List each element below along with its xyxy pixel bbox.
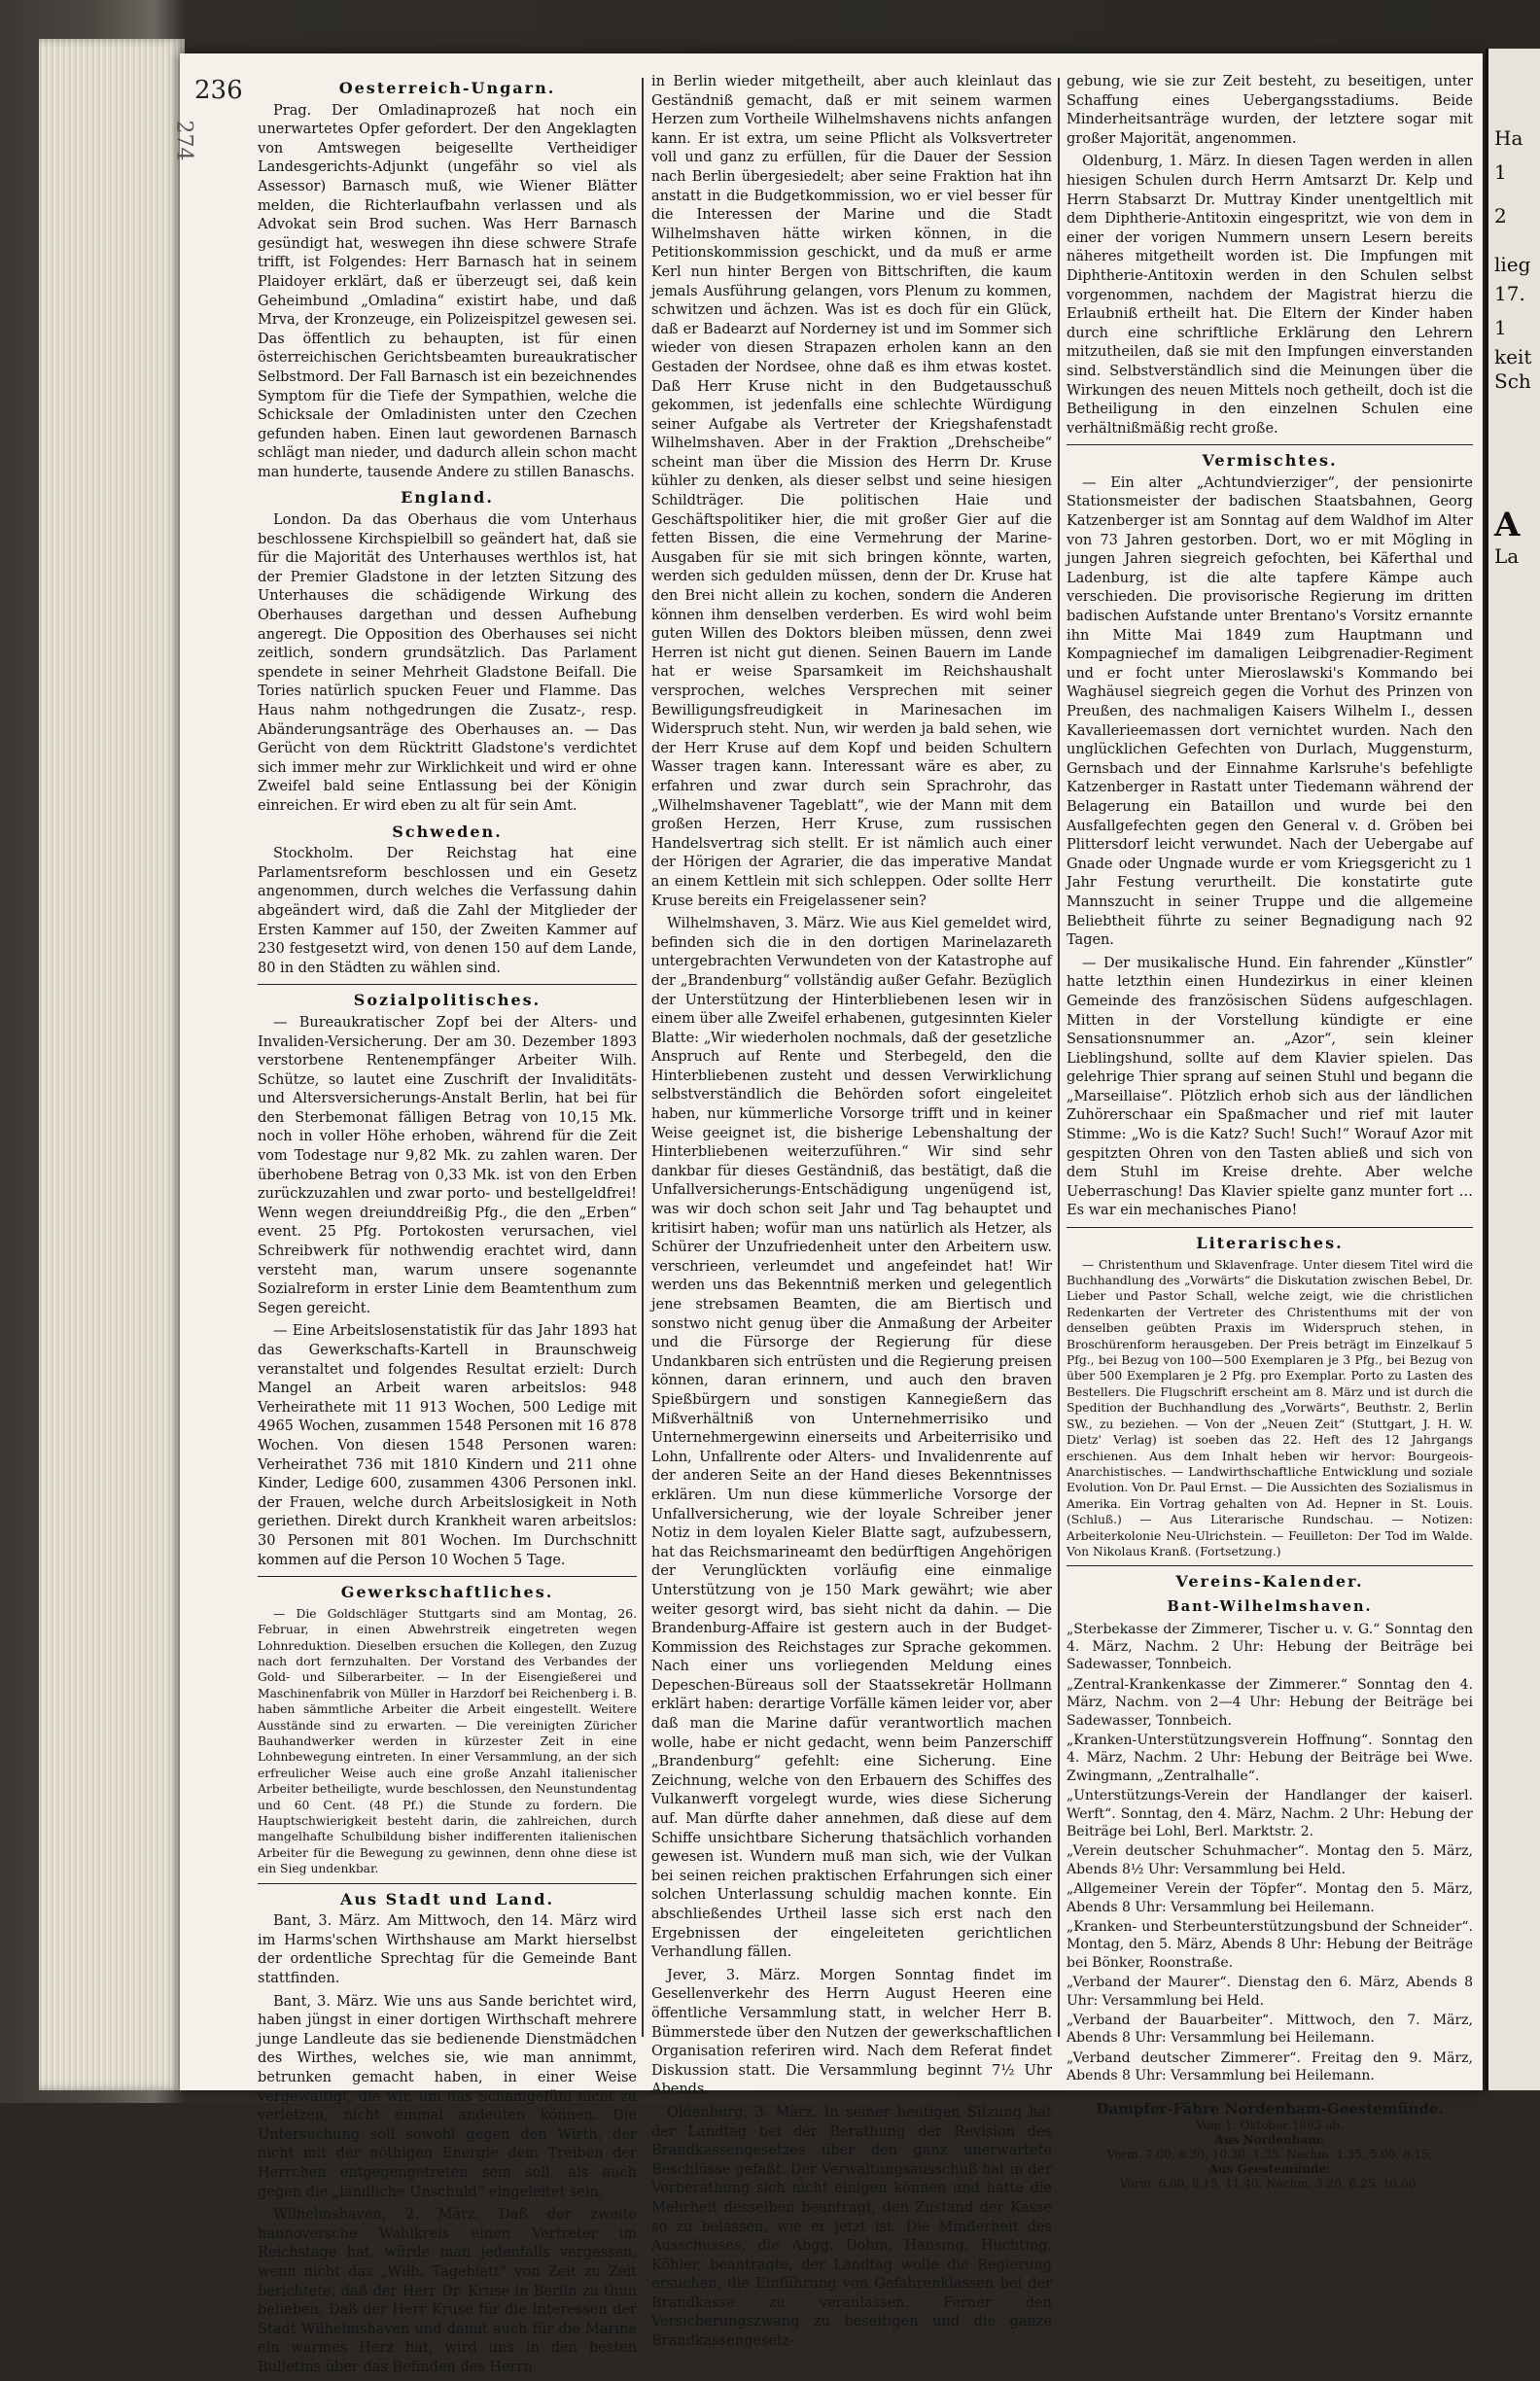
divider <box>258 1576 637 1577</box>
fragment-text: 17. <box>1494 282 1525 305</box>
article-bant-2: Bant, 3. März. Wie uns aus Sande berichtet wird, haben jüngst in einer dortigen Wirthschaft mehrere junge Landleute das sie bedienende Dienstmädchen des Wirthes, welches sie, wie man annimmt, betrunken gemacht haben, in einer Weise vergewaltigt, die wir, um das Schamgefühl nicht zu verletzen, nicht einmal andeuten können. Die Untersuchung soll sowohl gegen den Wirth, der nicht mit der nöthigen Energie dem Treiben der Herrchen entgegengetreten sein soll, als auch gegen die „ländliche Unschuld“ eingeleitet sein. <box>258 1993 637 2200</box>
article-jever: Jever, 3. März. Morgen Sonntag findet im Gesellenverkehr des Herrn August Heeren eine öffentliche Versammlung statt, in welcher Herr B. Bümmerstede über den Nutzen der gewerkschaftlichen Organisation referiren wird. Nach dem Referat findet Diskussion statt. Die Versammlung beginnt 7½ Uhr Abends. <box>651 1967 1052 2098</box>
fragment-text: Ha <box>1494 126 1523 150</box>
ferry-from-nordenham: Aus Nordenham: <box>1214 2133 1325 2148</box>
column-3 <box>1067 73 1473 2191</box>
fragment-text: Sch <box>1494 369 1531 393</box>
article-oldenburg-2: Oldenburg, 1. März. In diesen Tagen werden in allen hiesigen Schulen durch Herrn Amtsarzt Dr. Kelp und Herrn Stabsarzt Dr. Muttray Kinder unentgeltlich mit dem Diphtherie-Antitoxin eingespritzt, wie von dem in einer der vorigen Nummern unsern Lesern bereits näheres mitgetheilt worden ist. Die Impfungen mit Diphtherie-Antitoxin werden in den Schulen selbst vorgenommen, nachdem der Magistrat hierzu die Erlaubniß ertheilt hat. Die Eltern der Kinder haben durch eine schriftliche Erklärung den Lehrern mitzutheilen, daß sie mit den Impfungen einverstanden sind. Selbstverständlich sind die Meinungen über die Wirkungen des neuen Mittels noch getheilt, doch ist die Betheiligung in den einzelnen Schulen eine verhältnißmäßig recht große. <box>1067 154 1473 437</box>
heading-local: Aus Stadt und Land. <box>339 1889 555 1908</box>
ferry-since: Vom 1. Oktober 1893 ab. <box>1196 2118 1344 2133</box>
article-kruse-continued: in Berlin wieder mitgetheilt, aber auch kleinlaut das Geständniß gemacht, daß er mit seinem warmen Herzen zum Vortheile Wilhelmshavens nichts anfangen kann. Er ist extra, um seine Pflicht als Volksvertreter voll und ganz zu erfüllen, für die Dauer der Session nach Berlin übergesiedelt; aber seine Fraktion hat ihn anstatt in die Budgetkommission, wo er viel besser für die Interessen der Marine und die Stadt Wilhelmshaven hätte wirken können, in die Petitionskommission geschickt, und da muß er arme Kerl nun hinter Bergen von Bittschriften, die kaum jemals Ausführung gelangen, vors Plenum zu kommen, schwitzen und ächzen. Was ist es doch für ein Glück, daß er Badearzt auf Norderney ist und im Sommer sich wieder von diesen Strapazen erholen kann an den Gestaden der Nordsee, ohne daß es ihm etwas kostet. Daß Herr Kruse nicht in den Budgetausschuß gekommen, ist jedenfalls eine schlechte Würdigung seiner Aufgabe als Vertreter der Kriegshafenstadt Wilhelmshaven. Aber in der Fraktion „Drehscheibe“ scheint man über die Mission des Herrn Dr. Kruse kühler zu denken, als dieser selbst und seine hiesigen Schildträger. Die politischen Haie und Geschäftspolitiker hier, die mit großer Gier auf die fetten Bissen, die eine Vermehrung der Marine-Ausgaben für sie mit sich bringen könnte, warten, werden sich gedulden müssen, denn der Dr. Kruse hat den Brei nicht allein zu kochen, sondern die Anderen können ihm denselben verderben. Es wird wohl beim guten Willen des Doktors bleiben müssen, denn zwei Herren ist nicht gut dienen. Seinen Bauern im Lande hat er weise Sparsamkeit im Reichshaushalt versprochen, welches Versprechen mit seiner Bewilligungsfreudigkeit in Marinesachen im Widerspruch steht. Nun, wir werden ja bald sehen, wie der Herr Kruse auf dem Kopf und beiden Schultern Wasser tragen kann. Interessant wäre es aber, zu erfahren und zwar durch sein Sprachrohr, das „Wilhelmshavener Tageblatt“, wie der Mann mit dem großen Herzen, Herr Kruse, zum russischen Handelsvertrag sich stellt. Er ist nämlich auch einer der Hörigen der Agrarier, die das imperative Mandat an einem Kettlein mit sich schleppen. Oder sollte Herr Kruse bereits ein Freigelassener sein? <box>651 74 1052 909</box>
heading-misc: Vermischtes. <box>1202 451 1338 471</box>
article-london: London. Da das Oberhaus die vom Unterhaus beschlossene Kirchspielbill so geändert hat, daß sie für die Majorität des Unterhauses werthlos ist, hat der Premier Gladstone in der letzten Sitzung des Unterhauses die schädigende Wirkung des Oberhauses dargethan und dessen Aufhebung angeregt. Die Opposition des Oberhauses sei nicht zeitlich, sondern grundsätzlich. Das Parlament spendete in seiner Mehrheit Gladstone Beifall. Die Tories natürlich spucken Feuer und Flamme. Das Haus nahm nothgedrungen die Zusatz-, resp. Abänderungsanträge des Oberhauses an. — Das Gerücht von dem Rücktritt Gladstone's verdichtet sich immer mehr zur Wirklichkeit und wird er ohne Zweifel bald seine Entlassung bei der Königin einreichen. Er wird eben zu alt für sein Amt. <box>258 512 637 814</box>
heading-austria: Oesterreich-Ungarn. <box>338 79 556 97</box>
article-bureaucracy: — Bureaukratischer Zopf bei der Alters- und Invaliden-Versicherung. Der am 30. Dezember 1893 verstorbene Rentenempfänger Arbeiter Wilh. Schütze, so lautet eine Zuschrift der Invaliditäts- und Altersversicherungs-Anstalt Berlin, hat bei für den Sterbemonat fälligen Betrag von 10,15 Mk. noch in voller Höhe erhoben, während für die Zeit vom Todestage nur 9,82 Mk. zu zahlen waren. Der überhobene Betrag von 0,33 Mk. ist von den Erben zurückzuzahlen und zwar porto- und bestellgeldfrei! Wenn wegen dreiunddreißig Pfg., die den „Erben“ event. 25 Pfg. Portokosten verursachen, viel Schreibwerk für nothwendig erachtet wird, dann versteht man, warum unsere sogenannte Sozialreform in erster Linie dem Beamtenthum zum Segen gereicht. <box>258 1014 637 1316</box>
article-literature: — Christenthum und Sklavenfrage. Unter diesem Titel wird die Buchhandlung des „Vorwärts“ die Diskutation zwischen Bebel, Dr. Lieber und Pastor Schall, welche zeigt, wie die christlichen Redenkarten der Vertreter des Christenthums mit der von denselben geübten Praxis im Widerspruch stehen, in Broschürenform herausgeben. Der Preis beträgt im Einzelkauf 5 Pfg., bei Bezug von 100—500 Exemplaren je 3 Pfg., bei Bezug von über 500 Exemplaren je 2 Pfg. pro Exemplar. Porto zu Lasten des Bestellers. Die Flugschrift erscheint am 8. März und ist durch die Spedition der Buchhandlung des „Vorwärts“, Beuthstr. 2, Berlin SW., zu beziehen. — Von der „Neuen Zeit“ (Stuttgart, J. H. W. Dietz' Verlag) ist soeben das 22. Heft des 12 Jahrgangs erschienen. Aus dem Inhalt heben wir hervor: Bourgeois-Anarchistisches. — Landwirthschaftliche Entwicklung und soziale Evolution. Von Dr. Paul Ernst. — Die Aussichten des Sozialismus in Amerika. Ein Vortrag gehalten von Ad. Hepner in St. Louis. (Schluß.) — Aus Literarische Rundschau. — Notizen: Arbeiterkolonie Neu-Ulrichstein. — Feuilleton: Der Tod im Walde. Von Nikolaus Kranß. (Fortsetzung.) <box>1067 1257 1473 1558</box>
article-unemployment: — Eine Arbeitslosenstatistik für das Jahr 1893 hat das Gewerkschafts-Kartell in Braunschweig veranstaltet und folgendes Resultat erzielt: Durch Mangel an Arbeit waren arbeitslos: 948 Verheirathete mit 11 913 Wochen, 500 Ledige mit 4965 Wochen, zusammen 1548 Personen mit 16 878 Wochen. Von diesen 1548 Personen waren: Verheirathet 736 mit 1810 Kindern und 211 ohne Kinder, Ledige 600, zusammen 4306 Personen inkl. der Frauen, welche durch Arbeitslosigkeit in Noth geriethen. Direkt durch Krankheit waren arbeitslos: 30 Personen mit 801 Wochen. Im Durchschnitt kommen auf die Person 10 Wochen 5 Tage. <box>258 1323 637 1568</box>
page-number: 236 <box>194 76 243 105</box>
calendar-subheading: Bant-Wilhelmshaven. <box>1167 1597 1373 1615</box>
page-number-rotated: 274 <box>171 120 196 161</box>
article-union: — Die Goldschläger Stuttgarts sind am Montag, 26. Februar, in einen Abwehrstreik eingetreten wegen Lohnreduktion. Dieselben ersuchen die Kollegen, den Zuzug nach dort fernzuhalten. Der Vorstand des Verbandes der Gold- und Silberarbeiter. — In der Eisengießerei und Maschinenfabrik von Müller in Harzdorf bei Reichenberg i. B. haben sämmtliche Arbeiter die Arbeit eingestellt. Weitere Ausstände sind zu erwarten. — Die vereinigten Züricher Bauhandwerker werden in kürzester Zeit in eine Lohnbewegung eintreten. In einer Versammlung, an der sich erfreulicher Weise auch eine große Anzahl italienischer Arbeiter betheiligte, wurde beschlossen, den Neunstundentag und 60 Cent. (48 Pf.) die Stunde zu fordern. Die Hauptschwierigkeit besteht darin, die zahlreichen, durch mangelhafte Schulbildung bisher indifferenten italienischen Arbeiter für die Bewegung zu gewinnen, denn ohne diese ist ein Sieg undenkbar. <box>258 1606 637 1876</box>
fragment-text: 2 <box>1494 204 1507 228</box>
heading-calendar: Vereins-Kalender. <box>1175 1572 1364 1592</box>
article-bant-1: Bant, 3. März. Am Mittwoch, den 14. März wird im Harms'schen Wirthshause am Markt hierselbst der ordentliche Sprechtag für die Gemeinde Bant stattfinden. <box>258 1913 637 1986</box>
article-achtundvierziger: — Ein alter „Achtundvierziger“, der pensionirte Stationsmeister der badischen Staatsbahnen, Georg Katzenberger ist am Sonntag auf dem Waldhof im Alter von 73 Jahren gestorben. Dort, wo er mit Mögling in jungen Jahren siegreich gefochten, bei Käferthal und Ladenburg, ist die alte tapfere Kämpe auch verschieden. Die provisorische Regierung im dritten badischen Aufstande unter Brentano's Vorsitz ernannte ihn Mitte Mai 1849 zum Hauptmann und Kompagniechef im damaligen Leibgrenadier-Regiment und er focht unter Mieroslawski's Kommando bei Waghäusel siegreich gegen die Vorhut des Prinzen von Preußen, des nachmaligen Kaisers Wilhelm I., dessen Kavallerieemassen dort vernichtet wurden. Nach den unglücklichen Gefechten von Durlach, Muggensturm, Gernsbach und der Einnahme Karlsruhe's befehligte Katzenberger in Rastatt unter Tiedemann während der Belagerung ein Bataillon und wurde bei den Ausfallgefechten gegen den General v. d. Gröben bei Plittersdorf leicht verwundet. Nach der Uebergabe auf Gnade oder Ungnade wurde er vom Kriegsgericht zu 1 Jahr Festung verurtheilt. Die konstatirte gute Mannszucht in seiner Truppe und die allgemeine Beliebtheit führte zu seiner Begnadigung nach 92 Tagen. <box>1067 474 1473 949</box>
book-binding-edge <box>39 39 185 2090</box>
ferry-ad-title: Dampfer-Fähre Nordenham-Geestemünde. <box>1096 2099 1444 2118</box>
divider <box>258 984 637 985</box>
calendar-entry: „Kranken-Unterstützungsverein Hoffnung“. Sonntag den 4. März, Nachm. 2 Uhr: Hebung der Beiträge bei Wwe. Zwingmann, „Zentralhalle“. <box>1067 1732 1473 1784</box>
fragment-text: La <box>1494 544 1520 568</box>
ferry-times-nordenham: Vorm. 7.00, 8.30, 10.30, 1.35. Nachm. 1.35, 5.00, 8.15, <box>1106 2148 1433 2162</box>
heading-social: Sozialpolitisches. <box>353 991 542 1010</box>
article-stockholm: Stockholm. Der Reichstag hat eine Parlamentsreform beschlossen und ein Gesetz angenommen, durch welches die Verfassung dahin abgeändert wird, daß die Zahl der Mitglieder der Ersten Kammer auf 150, der Zweiten Kammer auf 230 festgesetzt wird, von denen 150 auf dem Lande, 80 in den Städten zu wählen sind. <box>258 846 637 976</box>
heading-england: England. <box>401 488 494 508</box>
fragment-text: keit <box>1494 345 1532 368</box>
calendar-entry: „Unterstützungs-Verein der Handlanger der kaiserl. Werft“. Sonntag, den 4. März, Nachm. 2 Uhr: Hebung der Beiträge bei Lohl, Berl. Marktstr. 2. <box>1067 1788 1473 1839</box>
calendar-entry: „Allgemeiner Verein der Töpfer“. Montag den 5. März, Abends 8 Uhr: Versammlung bei Heilemann. <box>1067 1881 1473 1915</box>
divider <box>1067 1227 1473 1228</box>
column-2 <box>651 73 1052 2356</box>
heading-union: Gewerkschaftliches. <box>340 1583 554 1602</box>
fragment-text: 1 <box>1494 160 1507 184</box>
heading-literature: Literarisches. <box>1196 1234 1344 1253</box>
heading-sweden: Schweden. <box>392 822 503 841</box>
column-1 <box>258 73 637 2381</box>
fragment-text: A <box>1494 506 1521 544</box>
column-rule-1 <box>642 78 644 2037</box>
fragment-text: lieg <box>1494 253 1531 276</box>
calendar-entry: „Verband der Bauarbeiter“. Mittwoch, den 7. März, Abends 8 Uhr: Versammlung bei Heilemann. <box>1067 2013 1473 2047</box>
fragment-text: 1 <box>1494 316 1507 339</box>
calendar-entry: „Verband deutscher Zimmerer“. Freitag den 9. März, Abends 8 Uhr: Versammlung bei Heilemann. <box>1067 2049 1473 2084</box>
divider <box>1067 2091 1473 2092</box>
calendar-entry: „Sterbekasse der Zimmerer, Tischer u. v. G.“ Sonntag den 4. März, Nachm. 2 Uhr: Hebung der Beiträge bei Sadewasser, Tonnbeich. <box>1067 1621 1473 1673</box>
ferry-times-geestemuende: Vorm. 6.00, 8.15, 11.40. Nachm. 3.20, 6.25, 10.00. <box>1119 2177 1420 2191</box>
calendar-entry: „Zentral-Krankenkasse der Zimmerer.“ Sonntag den 4. März, Nachm. von 2—4 Uhr: Hebung der Beiträge bei Sadewasser, Tonnbeich. <box>1067 1676 1473 1729</box>
article-oldenburg-1: Oldenburg, 3. März. In seiner heutigen Sitzung hat der Landtag bei der Berathung der Revision des Brandkassengesetzes über den ganz unerwartete Beschlüsse gefaßt. Der Verwaltungsausschuß hat in der Vorberathung sich nicht einigen können und hatte die Mehrheit desselben beantragt, den Zustand der Kasse so zu belassen, wie er jetzt ist. Die Minderheit des Ausschusses, die Abgg. Dohm, Hansing, Huchting, Köhler, beantragte, der Landtag wolle die Regierung ersuchen, die Einführung von Gefahrenklassen bei der Brandkasse zu veranlassen. Ferner den Versicherungszwang zu beseitigen und die ganze Brandkassengesetz- <box>651 2104 1052 2350</box>
calendar-entry: „Verein deutscher Schuhmacher“. Montag den 5. März, Abends 8½ Uhr: Versammlung bei Held. <box>1067 1843 1473 1877</box>
divider <box>1067 444 1473 445</box>
divider <box>258 1883 637 1884</box>
column-rule-2 <box>1058 78 1060 2037</box>
adjacent-page-edge <box>1486 49 1540 2090</box>
article-wilhelmshaven-2: Wilhelmshaven, 3. März. Wie aus Kiel gemeldet wird, befinden sich die in den dortigen Marinelazareth untergebrachten Verwundeten von der Katastrophe auf der „Brandenburg“ vollständig außer Gefahr. Bezüglich der Unterstützung der Hinterbliebenen lesen wir in einem über alle Zweifel erhabenen, gutgesinnten Kieler Blatte: „Wir wiederholen nochmals, daß der gesetzliche Anspruch auf Rente und Sterbegeld, den die Hinterbliebenen zusteht und dessen Verwirklichung selbstverständlich die Behörden sofort eingeleitet haben, nur kümmerliche Vorsorge trifft und in keiner Weise geeignet ist, die bisherige Lebenshaltung der Hinterbliebenen weiterzuführen.“ Wir sind sehr dankbar für dieses Geständniß, das bestätigt, daß die Unfallversicherungs-Entschädigung ungenügend ist, was wir doch schon seit Jahr und Tag behauptet und kritisirt haben; wofür man uns natürlich als Hetzer, als Schürer der Unzufriedenheit unter den Arbeitern usw. verschrieen, verleumdet und angefeindet hat! Wir werden uns das Bekenntniß merken und gelegentlich jene strebsamen Beamten, die am Biertisch und sonstwo nicht genug über die Anmaßung der Arbeiter und die Fürsorge der Regierung für diese Undankbaren sich entrüsten und die Regierung preisen können, daran erinnern, und auch den braven Spießbürgern und sonstigen Kannegießern das Mißverhältniß von Unternehmerrisiko und Unternehmergewinn einerseits und Arbeiterrisiko und Lohn, Unfallrente oder Alters- und Invalidenrente auf der anderen Seite an der Hand dieses Bekenntnisses erklären. Um nun diese kümmerliche Vorsorge der Unfallversicherung, wie der loyale Schreiber jener Notiz in dem loyalen Kieler Blatte sagt, aufzubessern, hat das Reichsmarineamt den bedürftigen Angehörigen der Verunglückten vorläufig eine einmalige Unterstützung von je 150 Mark gewährt; wie aber weiter gesorgt wird, bas sieht nicht da dahin. — Die Brandenburg-Affaire ist gestern auch in der Budget-Kommission des Reichstages zur Sprache gekommen. Nach einer uns vorliegenden Meldung eines Depeschen-Büreaus soll der Staatssekretär Hollmann erklärt haben: derartige Vorfälle kämen leider vor, aber daß man die Marine dafür verantwortlich machen wolle, habe er nicht gedacht, wenn beim Panzerschiff „Brandenburg“ gefehlt: eine Sicherung. Eine Zeichnung, welche von den Erbauern des Schiffes des Vulkanwerft vorgelegt wurde, wies diese Sicherung auf. Man dürfte daher annehmen, daß diese auf dem Schiffe unsichtbare Sicherung thatsächlich vorhanden gewesen ist. Wundern muß man sich, wie der Vulkan bei seinen reichen praktischen Erfahrungen sich einer solchen Unterlassung schuldig machen konnte. Ein abschließendes Urtheil lasse sich erst nach den Ergebnissen der eingeleiteten gerichtlichen Verhandlung fällen. <box>651 916 1052 1961</box>
article-oldenburg-continued: gebung, wie sie zur Zeit besteht, zu beseitigen, unter Schaffung eines Uebergangsstadiums. Beide Minderheitsanträge wurden, der letztere sogar mit großer Majorität, angenommen. <box>1067 74 1473 147</box>
article-prague: Prag. Der Omladinaprozeß hat noch ein unerwartetes Opfer gefordert. Der den Angeklagten von Amtswegen beigesellte Vertheidiger Landesgerichts-Adjunkt (ungefähr so viel als Assessor) Barnasch muß, wie Wiener Blätter melden, die Richterlaufbahn verlassen und als Advokat sein Brod suchen. Was Herr Barnasch gesündigt hat, weswegen ihn diese schwere Strafe trifft, ist Folgendes: Herr Barnasch hat in seinem Plaidoyer erklärt, daß er überzeugt sei, daß kein Geheimbund „Omladina“ existirt habe, und daß Mrva, der Kronzeuge, ein Polizeispitzel gewesen sei. Das öffentlich zu behaupten, ist für einen österreichischen Gerichtsbeamten bureaukratischer Selbstmord. Der Fall Barnasch ist ein bezeichnendes Symptom für die Tiefe der Sympathien, welche die Schicksale der Omladinisten unter den Czechen gefunden haben. Einen laut gewordenen Barnasch schlägt man nieder, und dadurch allein schon macht man hunderte, tausende Andere zu stillen Banaschs. <box>258 102 637 480</box>
article-musical-dog: — Der musikalische Hund. Ein fahrender „Künstler“ hatte letzthin einen Hundezirkus in einer kleinen Gemeinde des französischen Südens aufgeschlagen. Mitten in der Vorstellung kündigte er eine Sensationsnummer an. „Azor“, sein kleiner Lieblingshund, sollte auf dem Klavier spielen. Das gelehrige Thier sprang auf seinen Stuhl und begann die „Marseillaise“. Plötzlich erhob sich aus der ländlichen Zuhörerschaar ein Spaßmacher und rief mit lauter Stimme: „Wo is die Katz? Such! Such!“ Worauf Azor mit gespitzten Ohren von den Tasten abließ und sich von dem Stuhl im Kreise drehte. Aber welche Ueberraschung! Das Klavier spielte ganz munter fort … Es war ein mechanisches Piano! <box>1067 955 1473 1219</box>
calendar-entry: „Verband der Maurer“. Dienstag den 6. März, Abends 8 Uhr: Versammlung bei Held. <box>1067 1975 1473 2009</box>
ferry-from-geestemuende: Aus Geestemünde: <box>1208 2162 1331 2177</box>
divider <box>1067 1565 1473 1566</box>
calendar-entry: „Kranken- und Sterbeunterstützungsbund der Schneider“. Montag, den 5. März, Abends 8 Uhr: Hebung der Beiträge bei Bönker, Roonstraße. <box>1067 1919 1473 1971</box>
article-wilhelmshaven-1: Wilhelmshaven, 2. März. Daß der zweite hannoversche Wahlkreis einen Vertreter im Reichstage hat, würde man jedenfalls vergessen, wenn nicht das „Wilh. Tageblatt“ von Zeit zu Zeit berichtete, daß der Herr Dr. Kruse in Berlin zu thun belieben. Daß der Herr Kruse für die Interessen der Stadt Wilhelmshaven und damit auch für die Marine ein warmes Herz hat, wird uns in den besten Bulletins über das Befinden des Herrn <box>258 2207 637 2375</box>
